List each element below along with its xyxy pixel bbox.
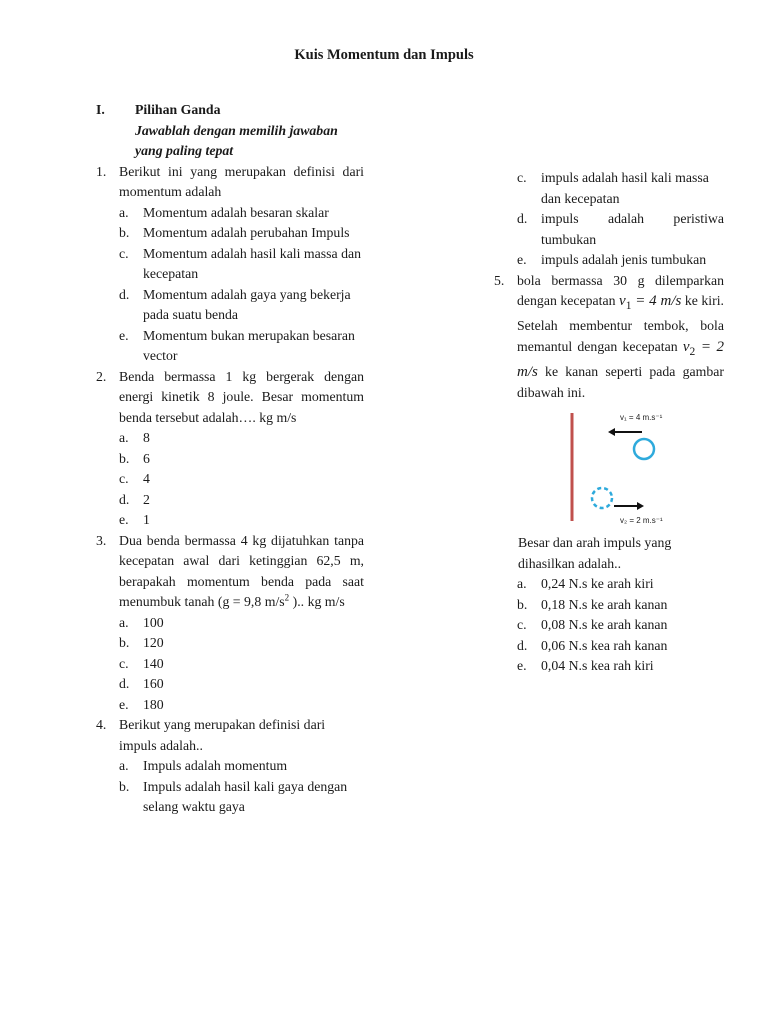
option-text: 100 xyxy=(143,614,164,630)
option-5e[interactable] xyxy=(517,656,724,677)
option-text: 0,04 N.s kea rah kiri xyxy=(541,658,654,673)
option-letter: c. xyxy=(517,170,527,185)
figure-svg xyxy=(564,413,684,529)
option-1d[interactable] xyxy=(119,285,364,326)
option-letter: e. xyxy=(119,327,129,343)
question-4 xyxy=(96,715,364,756)
option-2e[interactable] xyxy=(119,510,364,531)
option-letter: a. xyxy=(119,614,129,630)
question-number: 5. xyxy=(494,272,505,288)
question-text-part: ke kanan seperti pada gambar dibawah ini. xyxy=(517,364,724,400)
velocity-symbol: v xyxy=(682,338,690,355)
question-1 xyxy=(96,162,364,203)
velocity-subscript: 1 xyxy=(625,299,632,312)
option-4e[interactable] xyxy=(517,250,724,271)
options-3 xyxy=(119,613,364,716)
option-3e[interactable] xyxy=(119,695,364,716)
v2-label: v₂ = 2 m.s⁻¹ xyxy=(620,516,663,525)
options-4-left xyxy=(119,756,364,818)
option-text: Momentum adalah besaran skalar xyxy=(143,204,329,220)
option-text: 0,08 N.s ke arah kanan xyxy=(541,617,668,632)
option-letter: d. xyxy=(517,211,528,226)
option-text: 0,18 N.s ke arah kanan xyxy=(541,596,668,612)
question-text-part: ).. kg m/s xyxy=(289,594,345,609)
option-letter: c. xyxy=(517,617,527,632)
options-4-right xyxy=(517,168,724,271)
option-text: 120 xyxy=(143,635,164,650)
page-title: Kuis Momentum dan Impuls xyxy=(294,47,474,63)
velocity-value: = 2 m/s xyxy=(517,338,724,380)
option-letter: b. xyxy=(517,596,528,612)
option-2a[interactable] xyxy=(119,428,364,449)
question-text-part: Dua benda bermassa 4 kg dijatuhkan tanpa kecepatan awal dari ketinggian 62,5 m, berapakah momentum benda pada saat menumbuk tanah (g = 9,8 m/s xyxy=(119,532,364,609)
option-2c[interactable] xyxy=(119,469,364,490)
option-text: 1 xyxy=(143,512,150,527)
option-letter: d. xyxy=(517,637,528,653)
option-text: Momentum bukan merupakan besaran vector xyxy=(143,327,355,363)
option-text: 6 xyxy=(143,450,150,466)
option-text: Impuls adalah momentum xyxy=(143,758,288,773)
right-column xyxy=(494,168,724,677)
option-text: 0,24 N.s ke arah kiri xyxy=(541,576,654,591)
option-text: 4 xyxy=(143,471,150,486)
question-number: 4. xyxy=(96,717,107,732)
question-number: 2. xyxy=(96,368,107,384)
option-text: 180 xyxy=(143,696,164,712)
option-letter: e. xyxy=(517,252,527,267)
option-4c[interactable] xyxy=(517,168,724,209)
question-text xyxy=(119,531,364,613)
option-text: Impuls adalah hasil kali gaya dengan selang waktu gaya xyxy=(143,778,348,814)
option-4a[interactable] xyxy=(119,756,364,777)
left-column xyxy=(96,100,364,818)
v1-label: v₁ = 4 m.s⁻¹ xyxy=(620,413,663,422)
velocity-value: = 4 m/s xyxy=(631,293,682,309)
option-text: 2 xyxy=(143,491,150,507)
option-5d[interactable] xyxy=(517,636,724,657)
option-text: impuls adalah peristiwa tumbukan xyxy=(541,211,724,247)
option-text: impuls adalah jenis tumbukan xyxy=(541,252,707,267)
collision-figure xyxy=(564,413,684,529)
option-text: 8 xyxy=(143,430,150,445)
option-1a[interactable] xyxy=(119,203,364,224)
option-text: 0,06 N.s kea rah kanan xyxy=(541,637,668,653)
option-letter: a. xyxy=(517,576,527,591)
option-text: 160 xyxy=(143,676,164,691)
option-2d[interactable] xyxy=(119,490,364,511)
option-letter: c. xyxy=(119,655,129,671)
option-1c[interactable] xyxy=(119,244,364,285)
option-letter: d. xyxy=(119,676,130,691)
question-text-part: ke kiri. Setelah membentur tembok, bola memantul dengan kecepatan xyxy=(517,293,724,354)
velocity-symbol: v xyxy=(619,293,626,309)
question-text: Berikut yang merupakan definisi dari impuls adalah.. xyxy=(119,717,326,753)
option-letter: a. xyxy=(119,204,129,220)
option-text: impuls adalah hasil kali massa dan kecepatan xyxy=(541,170,709,206)
option-1e[interactable] xyxy=(119,326,364,367)
option-letter: b. xyxy=(119,778,130,794)
option-5a[interactable] xyxy=(517,574,724,595)
option-text: Momentum adalah perubahan Impuls xyxy=(143,225,350,240)
velocity-subscript: 2 xyxy=(689,345,696,358)
question-prompt: Besar dan arah impuls yang dihasilkan adalah.. xyxy=(518,535,672,571)
section-instruction: Jawablah dengan memilih jawaban yang paling tepat xyxy=(135,122,338,158)
option-letter: c. xyxy=(119,471,129,486)
option-letter: b. xyxy=(119,635,130,650)
option-1b[interactable] xyxy=(119,223,364,244)
question-3 xyxy=(96,531,364,613)
option-3c[interactable] xyxy=(119,654,364,675)
section-header xyxy=(96,100,364,121)
arrow-right-icon xyxy=(637,502,644,510)
ball-incoming xyxy=(634,439,654,459)
option-3d[interactable] xyxy=(119,674,364,695)
question-text-part: bola bermassa 30 g dilemparkan dengan kecepatan xyxy=(517,272,724,308)
option-3b[interactable] xyxy=(119,633,364,654)
options-2 xyxy=(119,428,364,531)
superscript: 2 xyxy=(284,592,290,603)
arrow-left-icon xyxy=(608,428,615,436)
ball-rebound xyxy=(592,488,612,508)
option-text: Momentum adalah gaya yang bekerja pada suatu benda xyxy=(143,286,351,322)
option-letter: e. xyxy=(119,512,129,527)
option-text: Momentum adalah hasil kali massa dan kecepatan xyxy=(143,245,362,281)
question-text: Berikut ini yang merupakan definisi dari momentum adalah xyxy=(119,163,364,199)
option-letter: d. xyxy=(119,286,130,302)
option-letter: a. xyxy=(119,758,129,773)
section-heading: Pilihan Ganda xyxy=(135,102,221,117)
question-number: 1. xyxy=(96,163,107,179)
option-4b[interactable] xyxy=(119,777,364,818)
question-5 xyxy=(494,271,724,404)
option-3a[interactable] xyxy=(119,613,364,634)
question-text: Benda bermassa 1 kg bergerak dengan energi kinetik 8 joule. Besar momentum benda tersebut adalah…. kg m/s xyxy=(119,368,364,425)
question-2 xyxy=(96,367,364,429)
option-text: 140 xyxy=(143,655,164,671)
option-letter: b. xyxy=(119,225,130,240)
section-number: I. xyxy=(96,102,105,117)
option-letter: b. xyxy=(119,450,130,466)
option-5c[interactable] xyxy=(517,615,724,636)
option-letter: e. xyxy=(119,696,129,712)
option-4d[interactable] xyxy=(517,209,724,250)
option-2b[interactable] xyxy=(119,449,364,470)
question-text xyxy=(517,271,724,404)
option-letter: d. xyxy=(119,491,130,507)
options-5 xyxy=(517,574,724,677)
options-1 xyxy=(119,203,364,367)
option-letter: a. xyxy=(119,430,129,445)
option-letter: c. xyxy=(119,245,129,261)
option-letter: e. xyxy=(517,658,527,673)
option-5b[interactable] xyxy=(517,595,724,616)
question-number: 3. xyxy=(96,532,107,548)
